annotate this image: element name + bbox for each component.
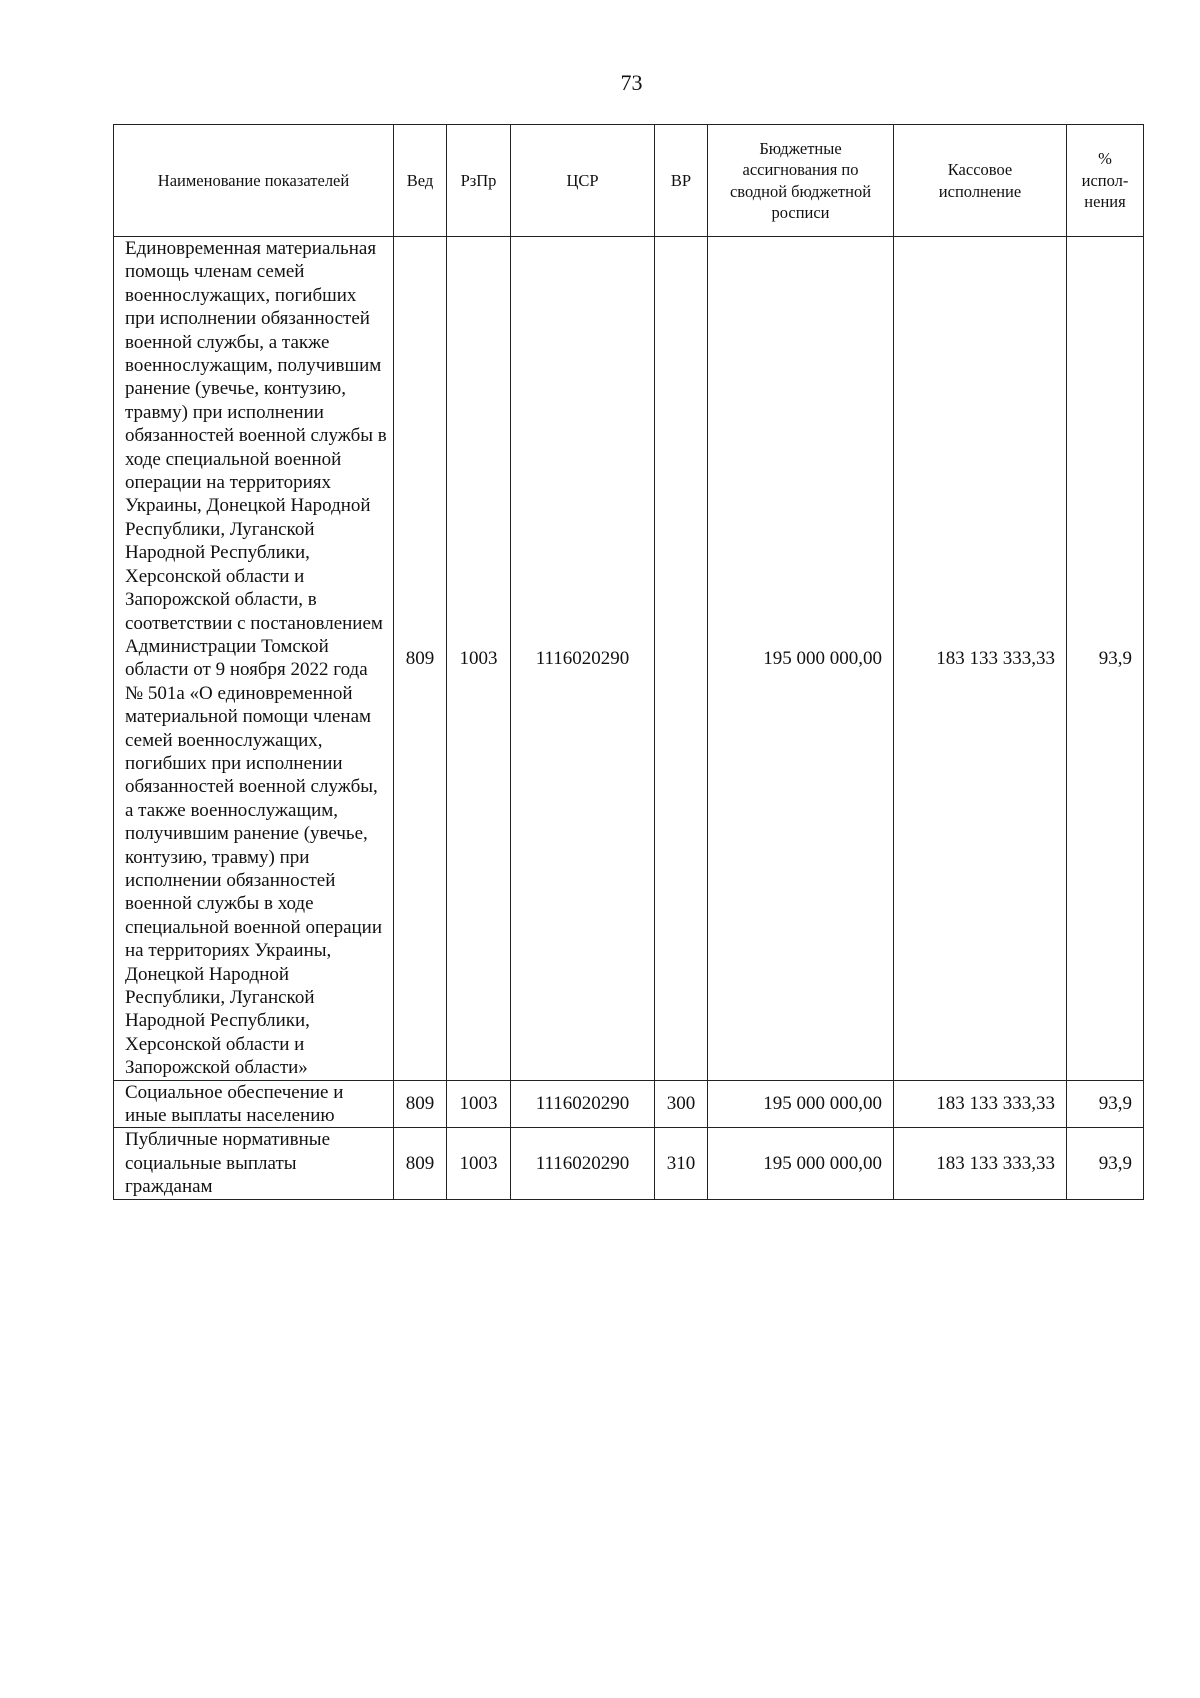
header-csr: ЦСР [511,125,655,237]
header-vr: ВР [655,125,708,237]
row-budget: 195 000 000,00 [708,237,894,1081]
row-csr: 1116020290 [511,237,655,1081]
page-number: 73 [620,70,643,95]
row-ved: 809 [394,1128,447,1199]
row-rzpr: 1003 [447,1080,511,1128]
row-vr: 300 [655,1080,708,1128]
row-csr: 1116020290 [511,1128,655,1199]
row-percent: 93,9 [1067,1080,1144,1128]
row-budget: 195 000 000,00 [708,1128,894,1199]
row-cash: 183 133 333,33 [894,1080,1067,1128]
row-budget: 195 000 000,00 [708,1080,894,1128]
header-cash-execution: Кассовое исполнение [894,125,1067,237]
row-name: Единовременная материальная помощь членам семей военнослужащих, погибших при исполнении обязанностей военной службы, а также военнослужащим, получившим ранение (увечье, контузию, травму) при исполнении обязанностей военной службы в ходе специальной военной операции на территориях Украины, Донецкой Народной Республики, Луганской Народной Республики, Херсонской области и Запорожской области, в соответствии с постановлением Администрации Томской области от 9 ноября 2022 года № 501а «О единовременной материальной помощи членам семей военнослужащих, погибших при исполнении обязанностей военной службы, а также военнослужащим, получившим ранение (увечье, контузию, травму) при исполнении обязанностей военной службы в ходе специальной военной операции на территориях Украины, Донецкой Народной Республики, Луганской Народной Республики, Херсонской области и Запорожской области» [114,237,394,1081]
row-vr [655,237,708,1081]
row-percent: 93,9 [1067,237,1144,1081]
row-rzpr: 1003 [447,237,511,1081]
row-cash: 183 133 333,33 [894,1128,1067,1199]
budget-execution-table [113,124,1144,1200]
row-percent: 93,9 [1067,1128,1144,1199]
row-name: Социальное обеспечение и иные выплаты населению [114,1080,394,1128]
header-rzpr: РзПр [447,125,511,237]
row-csr: 1116020290 [511,1080,655,1128]
header-budget-allocations: Бюджетные ассигнования по сводной бюджетной росписи [708,125,894,237]
table-row [114,237,1144,1081]
table-header-row [114,125,1144,237]
header-ved: Вед [394,125,447,237]
row-name: Публичные нормативные социальные выплаты гражданам [114,1128,394,1199]
row-ved: 809 [394,237,447,1081]
row-cash: 183 133 333,33 [894,237,1067,1081]
row-ved: 809 [394,1080,447,1128]
row-vr: 310 [655,1128,708,1199]
table-row [114,1080,1144,1128]
table-row [114,1128,1144,1199]
row-rzpr: 1003 [447,1128,511,1199]
header-name: Наименование показателей [114,125,394,237]
header-percent-execution: % испол-нения [1067,125,1144,237]
